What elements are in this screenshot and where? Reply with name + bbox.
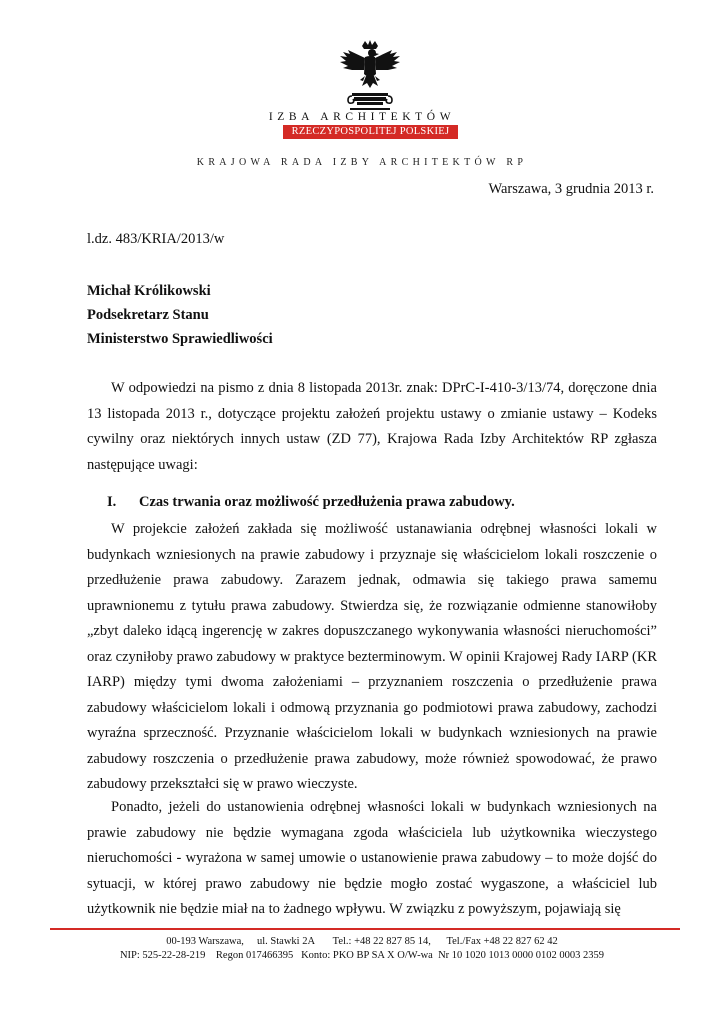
section-number: I. <box>107 494 117 510</box>
footer-divider <box>50 928 680 930</box>
recipient-name: Michał Królikowski <box>87 283 211 299</box>
section-title: Czas trwania oraz możliwość przedłużenia prawa zabudowy. <box>139 494 515 510</box>
footer-contact: 00-193 Warszawa, ul. Stawki 2A Tel.: +48 22 827 85 14, Tel./Fax +48 22 827 62 42 <box>166 936 558 947</box>
body-paragraph-2: Ponadto, jeżeli do ustanowienia odrębnej własności lokali w budynkach wzniesionych na prawie zabudowy nie będzie wymagana zgoda właściciela lub użytkownika wieczystego nieruchomości - wyrażona w samej umowie o ustanowienie prawa zabudowy – to może dojść do sytuacji, w której prawo zabudowy nie będzie mogło zostać wygaszone, a właściciel lub użytkownik nie będzie miał na to żadnego wpływu. W związku z powyższym, pojawiają się <box>87 799 657 917</box>
footer-bank: NIP: 525-22-28-219 Regon 017466395 Konto: PKO BP SA X O/W-wa Nr 10 1020 1013 0000 0102 0003 2359 <box>119 950 605 961</box>
recipient-block <box>87 279 273 351</box>
org-name-box: RZECZYPOSPOLITEJ POLSKIEJ <box>283 125 458 139</box>
intro-paragraph: W odpowiedzi na pismo z dnia 8 listopada 2013r. znak: DPrC-I-410-3/13/74, doręczone dnia 13 listopada 2013 r., dotyczące projektu założeń projektu ustawy o zmianie ustawy – Kodeks cywilny oraz niektórych innych ustaw (ZD 77), Krajowa Rada Izby Architektów RP zgłasza następujące uwagi: <box>87 380 657 473</box>
reference-number: l.dz. 483/KRIA/2013/w <box>87 231 225 247</box>
org-name-top: IZBA ARCHITEKTÓW <box>268 111 456 123</box>
body-paragraph-1: W projekcie założeń zakłada się możliwość ustanawiania odrębnej własności lokali w budynkach wzniesionych na prawie zabudowy i przyznaje się właścicielom lokali roszczenie o przedłużenie prawa zabudowy. Zarazem jednak, odmawia się takiego prawa samemu uprawnionemu z tytułu prawa zabudowy. Stwierdza się, że rozwiązanie odmienne stanowiłoby „zbyt daleko idącą ingerencję w zakres dopuszczanego wykonywania własności nieruchomości” oraz czyniłoby prawo zabudowy w praktyce bezterminowym. W opinii Krajowej Rady IARP (KR IARP) między tymi dwoma założeniami – przyznaniem roszczenia o przedłużenie prawa zabudowy właścicielom lokali i odmową przyznania go podmiotowi prawa zabudowy, zachodzi wyraźna sprzeczność. Przyznanie właścicielom lokali w budynkach wzniesionych na prawie zabudowy roszczenia o przedłużenie prawa zabudowy, może również spowodować, że prawo zabudowy przekształci się w prawo wieczyste. <box>87 521 657 792</box>
recipient-institution: Ministerstwo Sprawiedliwości <box>87 331 273 347</box>
section-heading <box>107 494 515 511</box>
recipient-position: Podsekretarz Stanu <box>87 307 209 323</box>
letter-date: Warszawa, 3 grudnia 2013 r. <box>488 181 654 197</box>
eagle-emblem-icon <box>338 40 402 112</box>
council-name: KRAJOWA RADA IZBY ARCHITEKTÓW RP <box>196 157 528 168</box>
